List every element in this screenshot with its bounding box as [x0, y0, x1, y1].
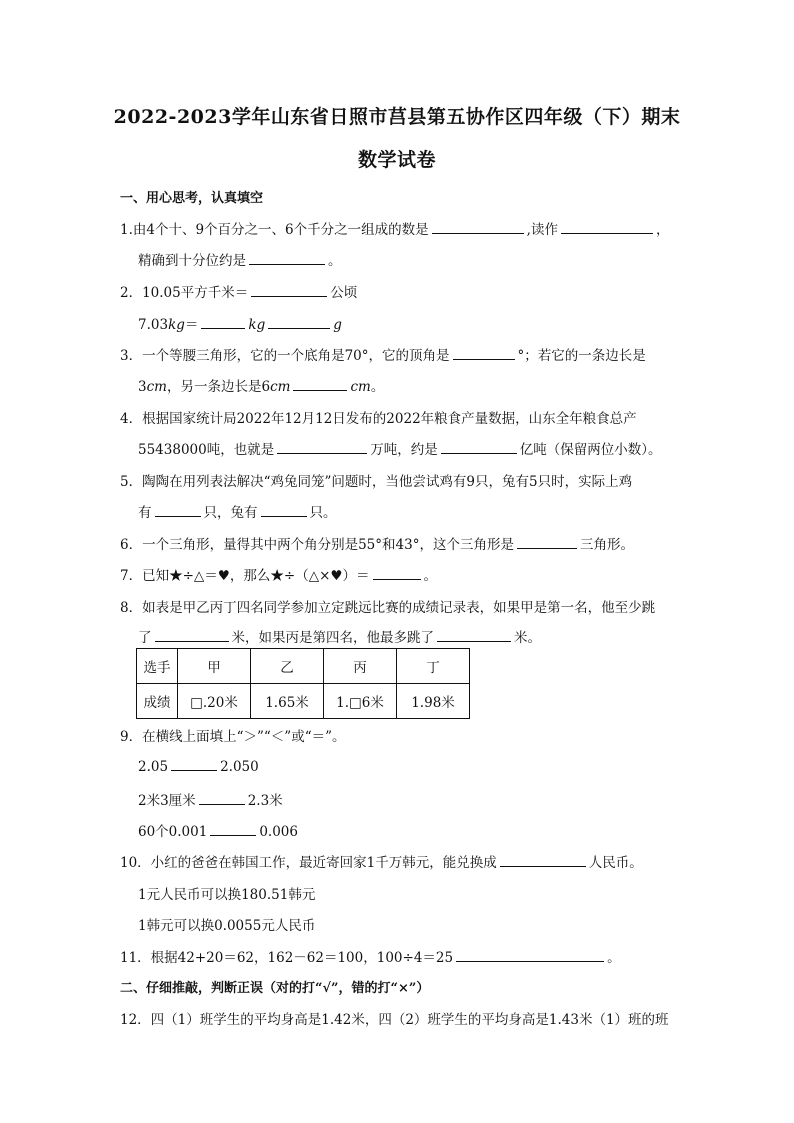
answer-blank[interactable]	[500, 853, 586, 867]
question-8-cont: 了 米，如果丙是第四名，他最多跳了 米。	[138, 630, 541, 646]
question-1: 1.由4个十、9个百分之一、6个千分之一组成的数是 ,读作 ，	[120, 222, 670, 238]
question-2: 2．10.05平方千米＝ 公顷	[120, 285, 358, 301]
question-1-cont: 精确到十分位约是 。	[138, 253, 342, 269]
answer-blank[interactable]	[199, 791, 245, 805]
answer-blank[interactable]	[155, 503, 201, 517]
answer-blank[interactable]	[453, 346, 515, 360]
answer-blank[interactable]	[456, 948, 604, 962]
question-2-cont: 7.03kg＝ kg g	[138, 317, 342, 333]
question-3: 3．一个等腰三角形，它的一个底角是70°，它的顶角是 °；若它的一条边长是	[120, 348, 646, 364]
table-cell: 成绩	[137, 684, 178, 719]
question-10: 10．小红的爸爸在韩国工作，最近寄回家1千万韩元，能兑换成 人民币。	[120, 855, 643, 871]
answer-blank[interactable]	[437, 628, 511, 642]
answer-blank[interactable]	[441, 440, 517, 454]
question-9-row-1: 2.05 2.050	[138, 759, 259, 775]
answer-blank[interactable]	[155, 628, 229, 642]
question-7: 7．已知★÷△＝♥，那么★÷（△×♥）＝ 。	[120, 568, 437, 584]
answer-blank[interactable]	[261, 503, 307, 517]
table-cell: 1.□6米	[324, 684, 397, 719]
table-header-cell: 选手	[137, 649, 178, 684]
answer-blank[interactable]	[201, 315, 245, 329]
table-cell: □.20米	[178, 684, 251, 719]
table-cell: 1.65米	[251, 684, 324, 719]
question-4: 4．根据国家统计局2022年12月12日发布的2022年粮食产量数据，山东全年粮食总产	[120, 411, 637, 427]
question-4-cont: 55438000吨，也就是 万吨，约是 亿吨（保留两位小数）。	[138, 442, 662, 458]
section-1-heading: 一、用心思考，认真填空	[120, 191, 264, 206]
table-row	[137, 684, 470, 719]
answer-blank[interactable]	[432, 220, 524, 234]
answer-blank[interactable]	[268, 315, 330, 329]
question-9-row-2: 2米3厘米 2.3米	[138, 793, 283, 809]
score-table	[136, 648, 470, 719]
table-header-cell: 甲	[178, 649, 251, 684]
question-5: 5．陶陶在用列表法解决“鸡兔同笼”问题时，当他尝试鸡有9只，兔有5只时，实际上鸡	[120, 474, 633, 490]
answer-blank[interactable]	[517, 535, 577, 549]
question-6: 6．一个三角形，量得其中两个角分别是55°和43°，这个三角形是 三角形。	[120, 537, 634, 553]
table-row	[137, 649, 470, 684]
answer-blank[interactable]	[171, 757, 217, 771]
question-10-option-1: 1元人民币可以换180.51韩元	[138, 887, 316, 903]
answer-blank[interactable]	[249, 251, 325, 265]
answer-blank[interactable]	[210, 822, 256, 836]
answer-blank[interactable]	[251, 283, 327, 297]
question-9: 9．在横线上面填上“＞”“＜”或“＝”。	[120, 729, 346, 745]
answer-blank[interactable]	[277, 440, 367, 454]
question-3-cont: 3cm，另一条边长是6cm cm。	[138, 379, 385, 395]
table-header-cell: 乙	[251, 649, 324, 684]
question-10-option-2: 1韩元可以换0.0055元人民币	[138, 918, 316, 934]
table-header-cell: 丙	[324, 649, 397, 684]
question-11: 11．根据42+20＝62，162－62＝100，100÷4＝25 。	[120, 950, 621, 966]
exam-subtitle: 数学试卷	[357, 149, 436, 171]
table-cell: 1.98米	[397, 684, 470, 719]
answer-blank[interactable]	[373, 566, 421, 580]
table-header-cell: 丁	[397, 649, 470, 684]
answer-blank[interactable]	[561, 220, 653, 234]
answer-blank[interactable]	[293, 377, 347, 391]
exam-title: 2022-2023学年山东省日照市莒县第五协作区四年级（下）期末	[113, 106, 681, 128]
question-8: 8．如表是甲乙丙丁四名同学参加立定跳远比赛的成绩记录表，如果甲是第一名，他至少跳	[120, 600, 656, 616]
question-5-cont: 有 只，兔有 只。	[138, 505, 337, 521]
question-9-row-3: 60个0.001 0.006	[138, 824, 298, 840]
question-12: 12．四（1）班学生的平均身高是1.42米，四（2）班学生的平均身高是1.43米（1）班的班	[120, 1012, 669, 1028]
section-2-heading: 二、仔细推敲，判断正误（对的打“√”，错的打“×”）	[120, 981, 430, 996]
